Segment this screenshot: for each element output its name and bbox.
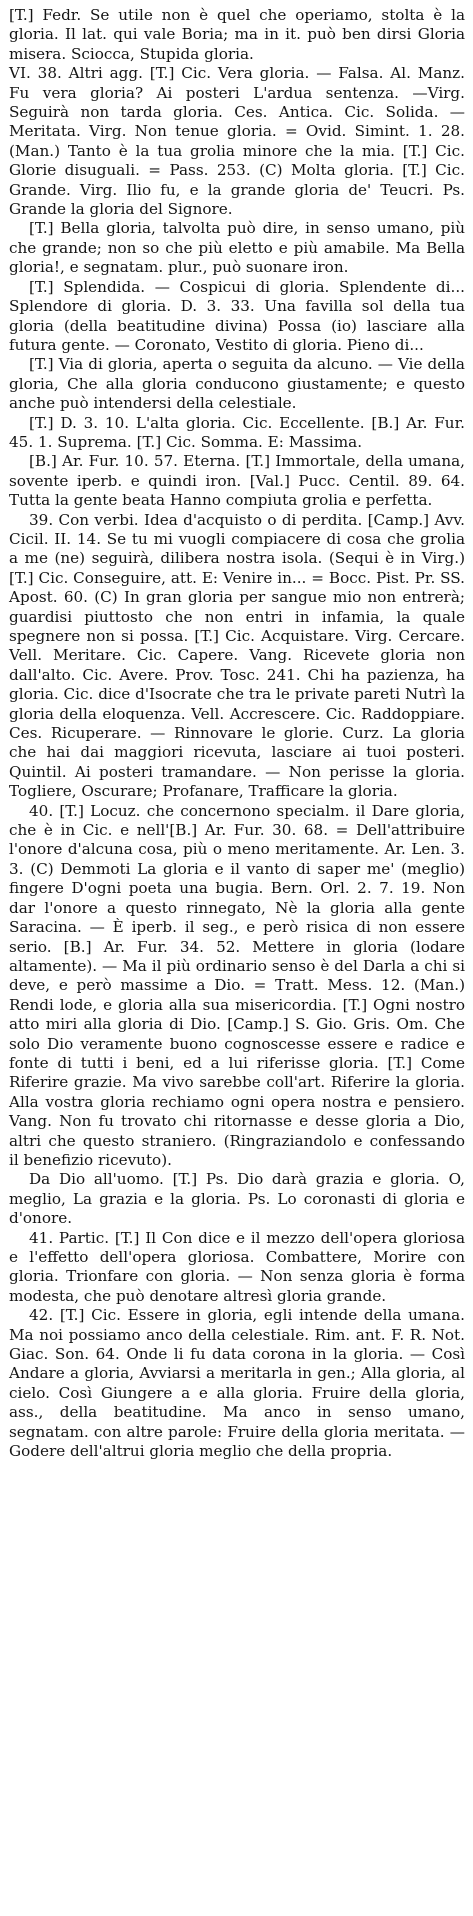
paragraph: [T.] Splendida. — Cospicui di gloria. Splendente di... Splendore di gloria. D. 3. 33. Una favilla sol della tua gloria (della beatitudine divina) Possa (io) lasciare alla futura gente. — Coronato, Vestito di gloria. Pieno di... bbox=[9, 277, 465, 354]
paragraph: [T.] Via di gloria, aperta o seguita da alcuno. — Vie della gloria, Che alla gloria conducono giustamente; e questo anche può intendersi della celestiale. bbox=[9, 355, 465, 413]
paragraph: 42. [T.] Cic. Essere in gloria, egli intende della umana. Ma noi possiamo anco della celestiale. Rim. ant. F. R. Not. Giac. Son. 64. Onde li fu data corona in la gloria. — Così Andare a gloria, Avviarsi a meritarla in gen.; Alla gloria, al cielo. Così Giungere a e alla gloria. Fruire della gloria, ass., della beatitudine. Ma anco in senso umano, segnatam. con altre parole: Fruire della gloria meritata. — Godere dell'altrui gloria meglio che della propria. bbox=[9, 1306, 465, 1461]
paragraph: [T.] Bella gloria, talvolta può dire, in senso umano, più che grande; non so che più eletto e più amabile. Ma Bella gloria!, e segnatam. plur., può suonare iron. bbox=[9, 219, 465, 277]
text-column bbox=[9, 6, 465, 1461]
paragraph: [T.] D. 3. 10. L'alta gloria. Cic. Eccellente. [B.] Ar. Fur. 45. 1. Suprema. [T.] Cic. Somma. E: Massima. bbox=[9, 413, 465, 451]
paragraph: 40. [T.] Locuz. che concernono specialm. il Dare gloria, che è in Cic. e nell'[B.] Ar. Fur. 30. 68. = Dell'attribuire l'onore d'alcuna cosa, più o meno meritamente. Ar. Len. 3. 3. (C) Demmoti La gloria e il vanto di saper me' (meglio) fingere D'ogni poeta una bugia. Bern. Orl. 2. 7. 19. Non dar l'onore a questo rinnegato, Nè la gloria alla gente Saracina. — È iperb. il seg., e però risica di non essere serio. [B.] Ar. Fur. 34. 52. Mettere in gloria (lodare altamente). — Ma il più ordinario senso è del Darla a chi si deve, e però massime a Dio. = Tratt. Mess. 12. (Man.) Rendi lode, e gloria alla sua misericordia. [T.] Ogni nostro atto miri alla gloria di Dio. [Camp.] S. Gio. Gris. Om. Che solo Dio veramente buono cognoscesse essere e radice e fonte di tutti i beni, ed a lui riferisse gloria. [T.] Come Riferire grazie. Ma vivo sarebbe coll'art. Riferire la gloria. Alla vostra gloria rechiamo ogni opera nostra e pensiero. Vang. Non fu trovato chi ritornasse e desse gloria a Dio, altri che questo straniero. (Ringraziandolo e confessando il benefizio ricevuto). bbox=[9, 801, 465, 1169]
paragraph: Da Dio all'uomo. [T.] Ps. Dio darà grazia e gloria. O, meglio, La grazia e la gloria. Ps. Lo coronasti di gloria e d'onore. bbox=[9, 1170, 465, 1228]
paragraph: 41. Partic. [T.] Il Con dice e il mezzo dell'opera gloriosa e l'effetto dell'opera gloriosa. Combattere, Morire con gloria. Trionfare con gloria. — Non senza gloria è forma modesta, che può denotare altresì gloria grande. bbox=[9, 1228, 465, 1305]
paragraph: [B.] Ar. Fur. 10. 57. Eterna. [T.] Immortale, della umana, sovente iperb. e quindi iron. [Val.] Pucc. Centil. 89. 64. Tutta la gente beata Hanno compiuta grolia e perfetta. bbox=[9, 452, 465, 510]
paragraph: VI. 38. Altri agg. [T.] Cic. Vera gloria. — Falsa. Al. Manz. Fu vera gloria? Ai posteri L'ardua sentenza. —Virg. Seguirà non tarda gloria. Ces. Antica. Cic. Solida. — Meritata. Virg. Non tenue gloria. = Ovid. Simint. 1. 28. (Man.) Tanto è la tua grolia minore che la mia. [T.] Cic. Glorie disuguali. = Pass. 253. (C) Molta gloria. [T.] Cic. Grande. Virg. Ilio fu, e la grande gloria de' Teucri. Ps. Grande la gloria del Signore. bbox=[9, 64, 465, 219]
paragraph: 39. Con verbi. Idea d'acquisto o di perdita. [Camp.] Avv. Cicil. II. 14. Se tu mi vuogli compiacere di cosa che grolia a me (ne) seguirà, dilibera nostra isola. (Sequi è in Virg.) [T.] Cic. Conseguire, att. E: Venire in... = Bocc. Pist. Pr. SS. Apost. 60. (C) In gran gloria per sangue mio non entrerà; guardisi piuttosto che non entri in infamia, la quale spegnere non si possa. [T.] Cic. Acquistare. Virg. Cercare. Vell. Meritare. Cic. Capere. Vang. Ricevete gloria non dall'alto. Cic. Avere. Prov. Tosc. 241. Chi ha pazienza, ha gloria. Cic. dice d'Isocrate che tra le private pareti Nutrì la gloria della eloquenza. Vell. Accrescere. Cic. Raddoppiare. Ces. Ricuperare. — Rinnovare le glorie. Curz. La gloria che hai dai maggiori ricevuta, lasciare ai tuoi posteri. Quintil. Ai posteri tramandare. — Non perisse la gloria. Togliere, Oscurare; Profanare, Trafficare la gloria. bbox=[9, 510, 465, 801]
paragraph: [T.] Fedr. Se utile non è quel che operiamo, stolta è la gloria. Il lat. qui vale Boria; ma in it. può ben dirsi Gloria misera. Sciocca, Stupida gloria. bbox=[9, 6, 465, 63]
